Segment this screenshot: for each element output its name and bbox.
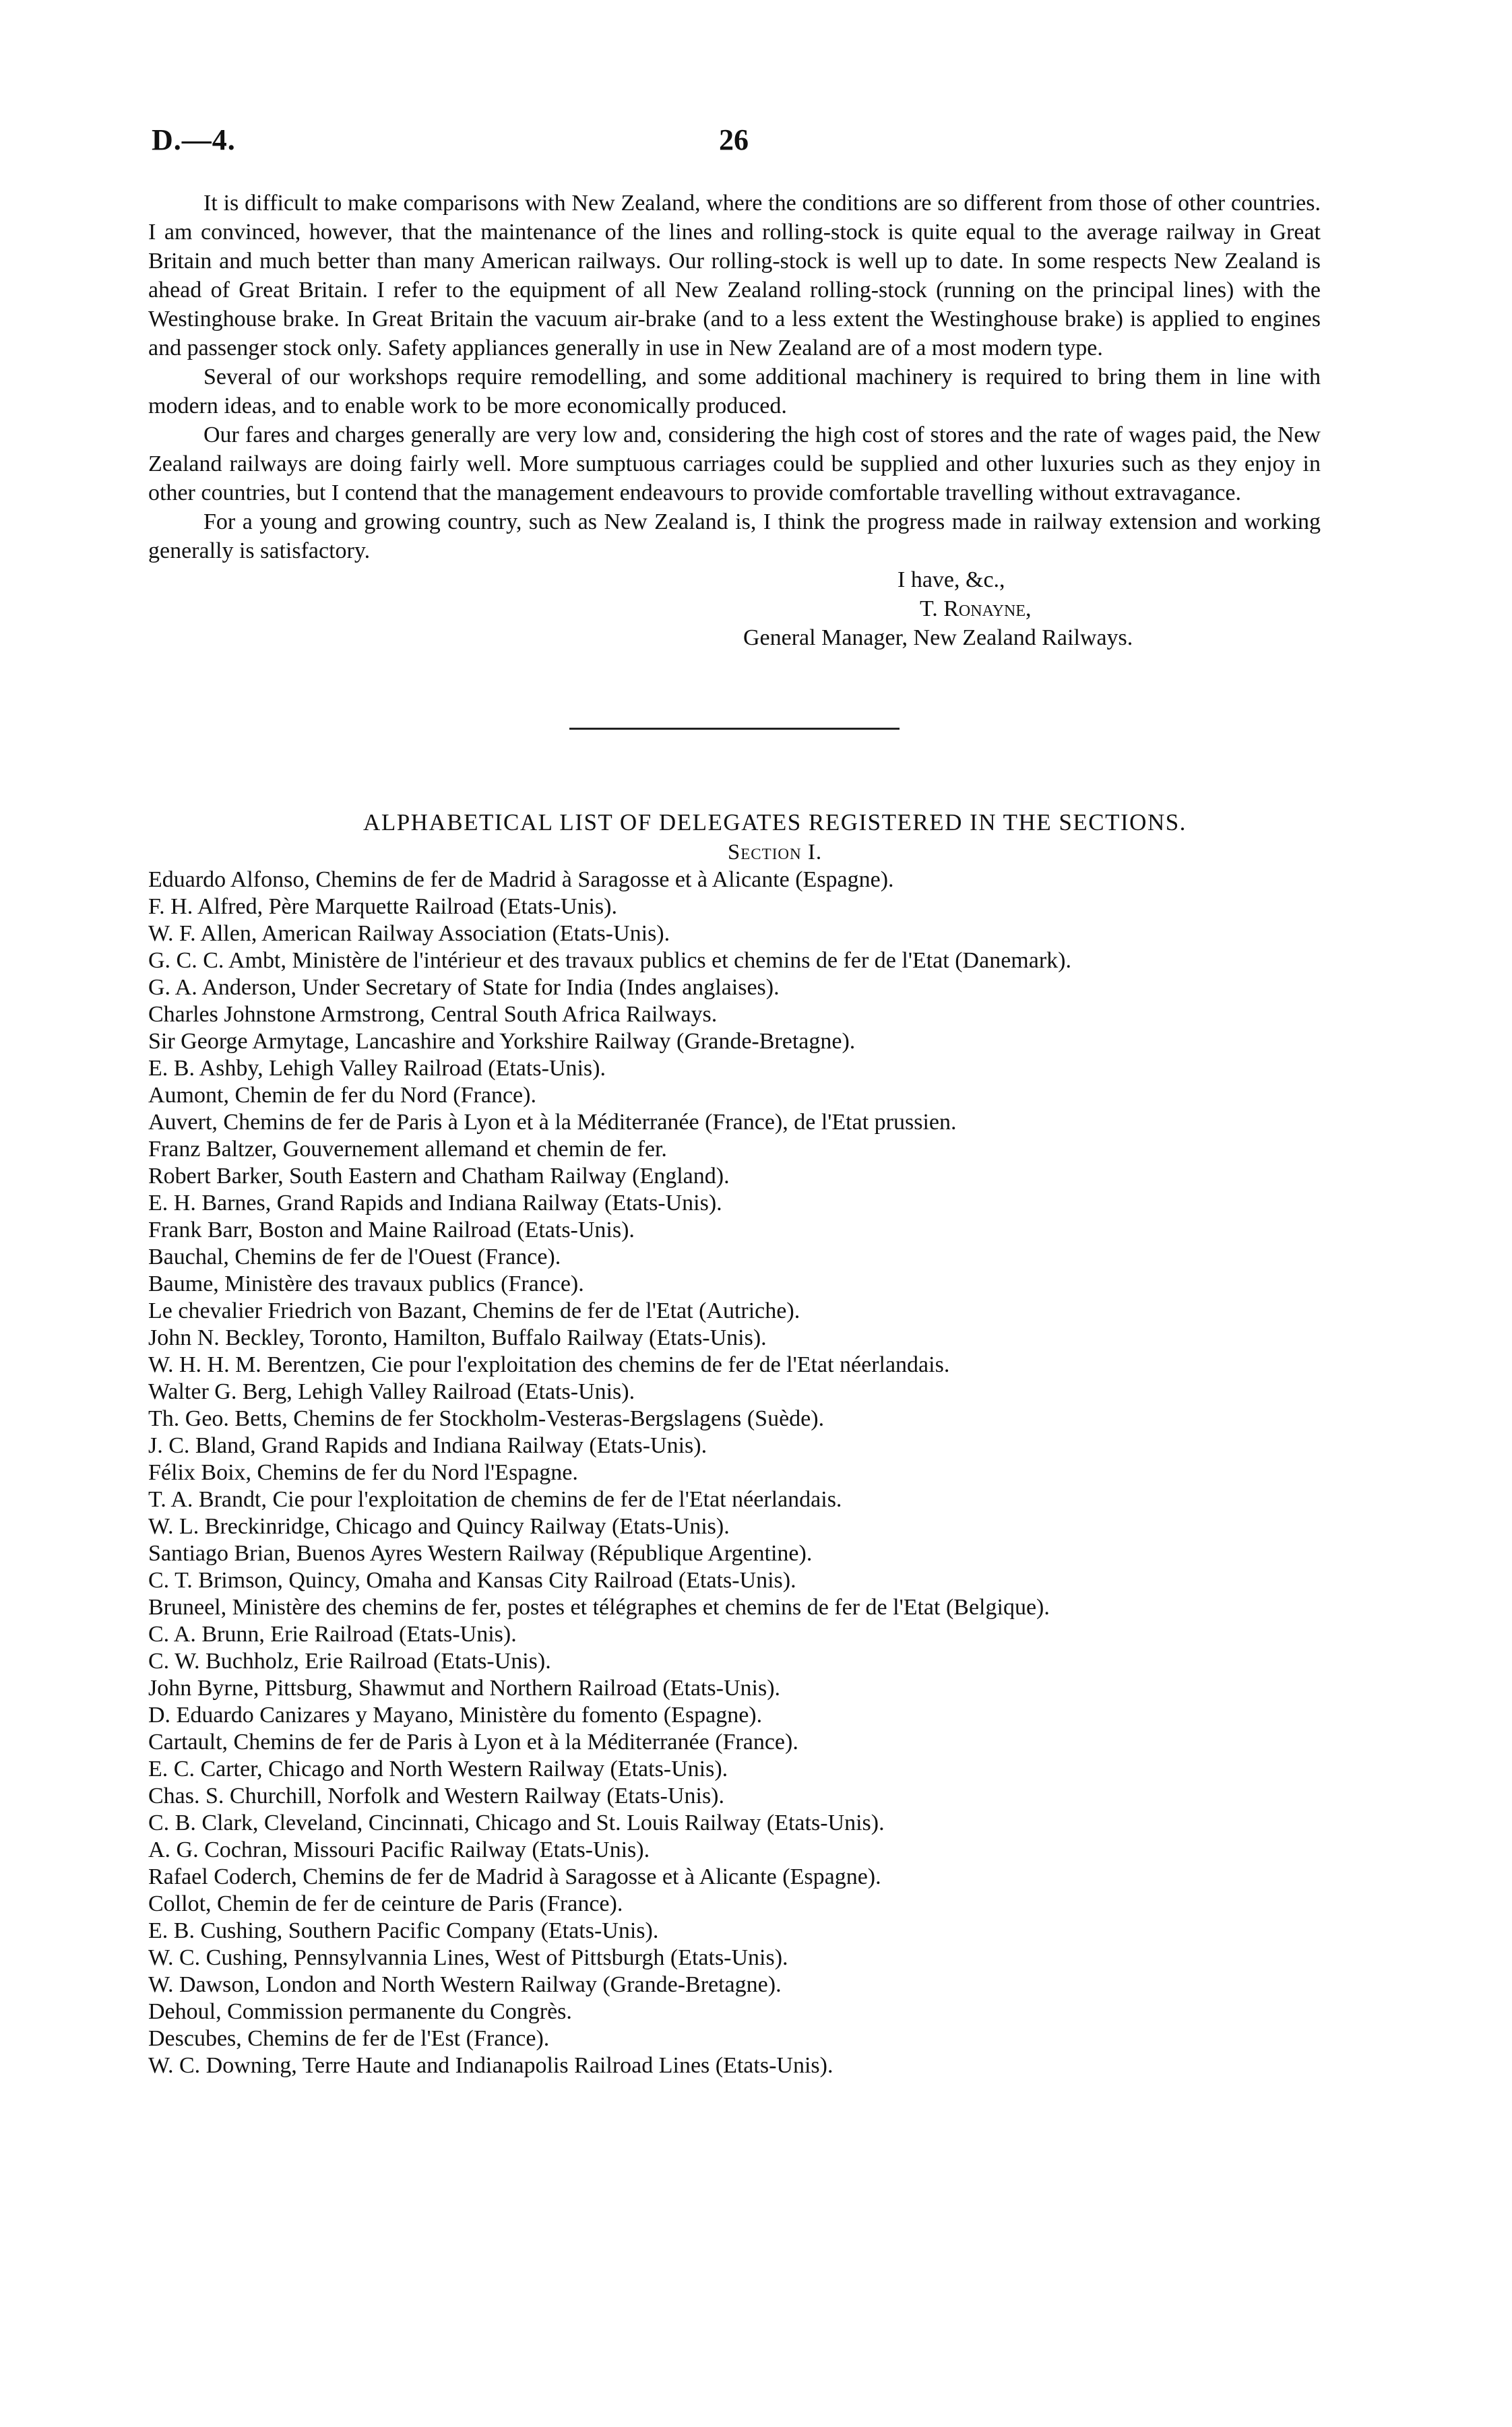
delegate-entry: Th. Geo. Betts, Chemins de fer Stockholm-Vesteras-Bergslagens (Suède). [148,1406,825,1431]
delegate-entry: W. H. H. M. Berentzen, Cie pour l'exploitation des chemins de fer de l'Etat néerlandais. [148,1352,950,1377]
delegate-entry: Frank Barr, Boston and Maine Railroad (Etats-Unis). [148,1218,635,1242]
delegate-entry: D. Eduardo Canizares y Mayano, Ministère du fomento (Espagne). [148,1703,763,1728]
delegate-entry: Collot, Chemin de fer de ceinture de Paris (France). [148,1891,623,1916]
delegate-entry: Charles Johnstone Armstrong, Central South Africa Railways. [148,1002,718,1027]
paragraph: For a young and growing country, such as New Zealand is, I think the progress made in railway extension and working generally is satisfactory. [148,509,1321,563]
section-heading: Section I. [727,840,823,864]
page-header [152,123,1331,163]
delegate-entry: Descubes, Chemins de fer de l'Est (France). [148,2026,550,2051]
delegate-entry: Bruneel, Ministère des chemins de fer, postes et télégraphes et chemins de fer de l'Etat (Belgique). [148,1595,1050,1620]
delegate-entry: E. H. Barnes, Grand Rapids and Indiana Railway (Etats-Unis). [148,1191,722,1216]
signoff-name: T. Ronayne, [920,596,1032,621]
delegate-entry: T. A. Brandt, Cie pour l'exploitation de chemins de fer de l'Etat néerlandais. [148,1487,842,1512]
delegate-entry: A. G. Cochran, Missouri Pacific Railway (Etats-Unis). [148,1837,650,1862]
delegate-entry: W. Dawson, London and North Western Railway (Grande-Bretagne). [148,1972,782,1997]
signoff-title: General Manager, New Zealand Railways. [743,625,1133,650]
delegate-entry: Walter G. Berg, Lehigh Valley Railroad (Etats-Unis). [148,1379,635,1404]
list-title: ALPHABETICAL LIST OF DELEGATES REGISTERED IN THE SECTIONS. [363,809,1187,836]
delegate-entry: E. B. Ashby, Lehigh Valley Railroad (Etats-Unis). [148,1056,606,1081]
delegate-entry: Baume, Ministère des travaux publics (France). [148,1271,584,1296]
delegate-entry: G. A. Anderson, Under Secretary of State for India (Indes anglaises). [148,975,780,1000]
delegate-entry: W. L. Breckinridge, Chicago and Quincy Railway (Etats-Unis). [148,1514,730,1539]
delegate-entry: C. T. Brimson, Quincy, Omaha and Kansas City Railroad (Etats-Unis). [148,1568,796,1593]
paragraph: It is difficult to make comparisons with New Zealand, where the conditions are so different from those of other countries. I am convinced, however, that the maintenance of the lines and rolling-stock is quite equal to the average railway in Great Britain and much better than many American railways. Our rolling-stock is well up to date. In some respects New Zealand is ahead of Great Britain. I refer to the equipment of all New Zealand rolling-stock (running on the principal lines) with the Westinghouse brake. In Great Britain the vacuum air-brake (and to a less extent the Westinghouse brake) is applied to engines and passenger stock only. Safety appliances generally in use in New Zealand are of a most modern type. [148,191,1321,360]
delegate-entry: Auvert, Chemins de fer de Paris à Lyon et à la Méditerranée (France), de l'Etat prussien. [148,1110,957,1135]
delegate-entry: Eduardo Alfonso, Chemins de fer de Madrid à Saragosse et à Alicante (Espagne). [148,867,894,892]
delegate-entry: Félix Boix, Chemins de fer du Nord l'Espagne. [148,1460,578,1485]
delegate-entry: E. C. Carter, Chicago and North Western Railway (Etats-Unis). [148,1757,728,1782]
delegate-entry: W. C. Cushing, Pennsylvannia Lines, West of Pittsburgh (Etats-Unis). [148,1945,788,1970]
page-body [148,189,1321,2079]
delegate-entry: Aumont, Chemin de fer du Nord (France). [148,1083,536,1108]
delegate-entry: John Byrne, Pittsburg, Shawmut and Northern Railroad (Etats-Unis). [148,1676,781,1701]
delegate-entry: Bauchal, Chemins de fer de l'Ouest (France). [148,1244,561,1269]
delegate-entry: W. C. Downing, Terre Haute and Indianapolis Railroad Lines (Etats-Unis). [148,2053,833,2078]
delegate-entry: Franz Baltzer, Gouvernement allemand et chemin de fer. [148,1137,667,1162]
delegate-entry: Sir George Armytage, Lancashire and Yorkshire Railway (Grande-Bretagne). [148,1029,856,1054]
delegate-list [148,866,1321,2079]
delegate-entry: F. H. Alfred, Père Marquette Railroad (Etats-Unis). [148,894,617,919]
delegate-entry: Rafael Coderch, Chemins de fer de Madrid à Saragosse et à Alicante (Espagne). [148,1864,881,1889]
delegate-entry: J. C. Bland, Grand Rapids and Indiana Railway (Etats-Unis). [148,1433,707,1458]
section-divider [569,728,900,730]
delegate-entry: Cartault, Chemins de fer de Paris à Lyon et à la Méditerranée (France). [148,1730,798,1755]
letter-signoff [148,565,1321,652]
delegate-entry: C. A. Brunn, Erie Railroad (Etats-Unis). [148,1622,517,1647]
document-reference: D.—4. [152,123,236,156]
delegate-entry: Dehoul, Commission permanente du Congrès. [148,1999,572,2024]
delegate-entry: G. C. C. Ambt, Ministère de l'intérieur et des travaux publics et chemins de fer de l'Etat (Danemark). [148,948,1071,973]
page-number: 26 [719,123,749,156]
signoff-salutation: I have, &c., [897,567,1005,592]
delegate-entry: C. W. Buchholz, Erie Railroad (Etats-Unis). [148,1649,551,1674]
paragraph: Several of our workshops require remodelling, and some additional machinery is required to bring them in line with modern ideas, and to enable work to be more economically produced. [148,365,1321,418]
paragraph: Our fares and charges generally are very low and, considering the high cost of stores and the rate of wages paid, the New Zealand railways are doing fairly well. More sumptuous carriages could be supplied and other luxuries such as they enjoy in other countries, but I contend that the management endeavours to provide comfortable travelling without extravagance. [148,422,1321,505]
delegate-entry: C. B. Clark, Cleveland, Cincinnati, Chicago and St. Louis Railway (Etats-Unis). [148,1810,885,1835]
delegate-entry: Robert Barker, South Eastern and Chatham Railway (England). [148,1164,730,1189]
delegate-entry: John N. Beckley, Toronto, Hamilton, Buffalo Railway (Etats-Unis). [148,1325,767,1350]
delegate-entry: Santiago Brian, Buenos Ayres Western Railway (République Argentine). [148,1541,813,1566]
delegate-entry: Le chevalier Friedrich von Bazant, Chemins de fer de l'Etat (Autriche). [148,1298,800,1323]
delegate-entry: E. B. Cushing, Southern Pacific Company (Etats-Unis). [148,1918,659,1943]
delegate-entry: Chas. S. Churchill, Norfolk and Western Railway (Etats-Unis). [148,1784,724,1808]
delegate-entry: W. F. Allen, American Railway Association (Etats-Unis). [148,921,670,946]
